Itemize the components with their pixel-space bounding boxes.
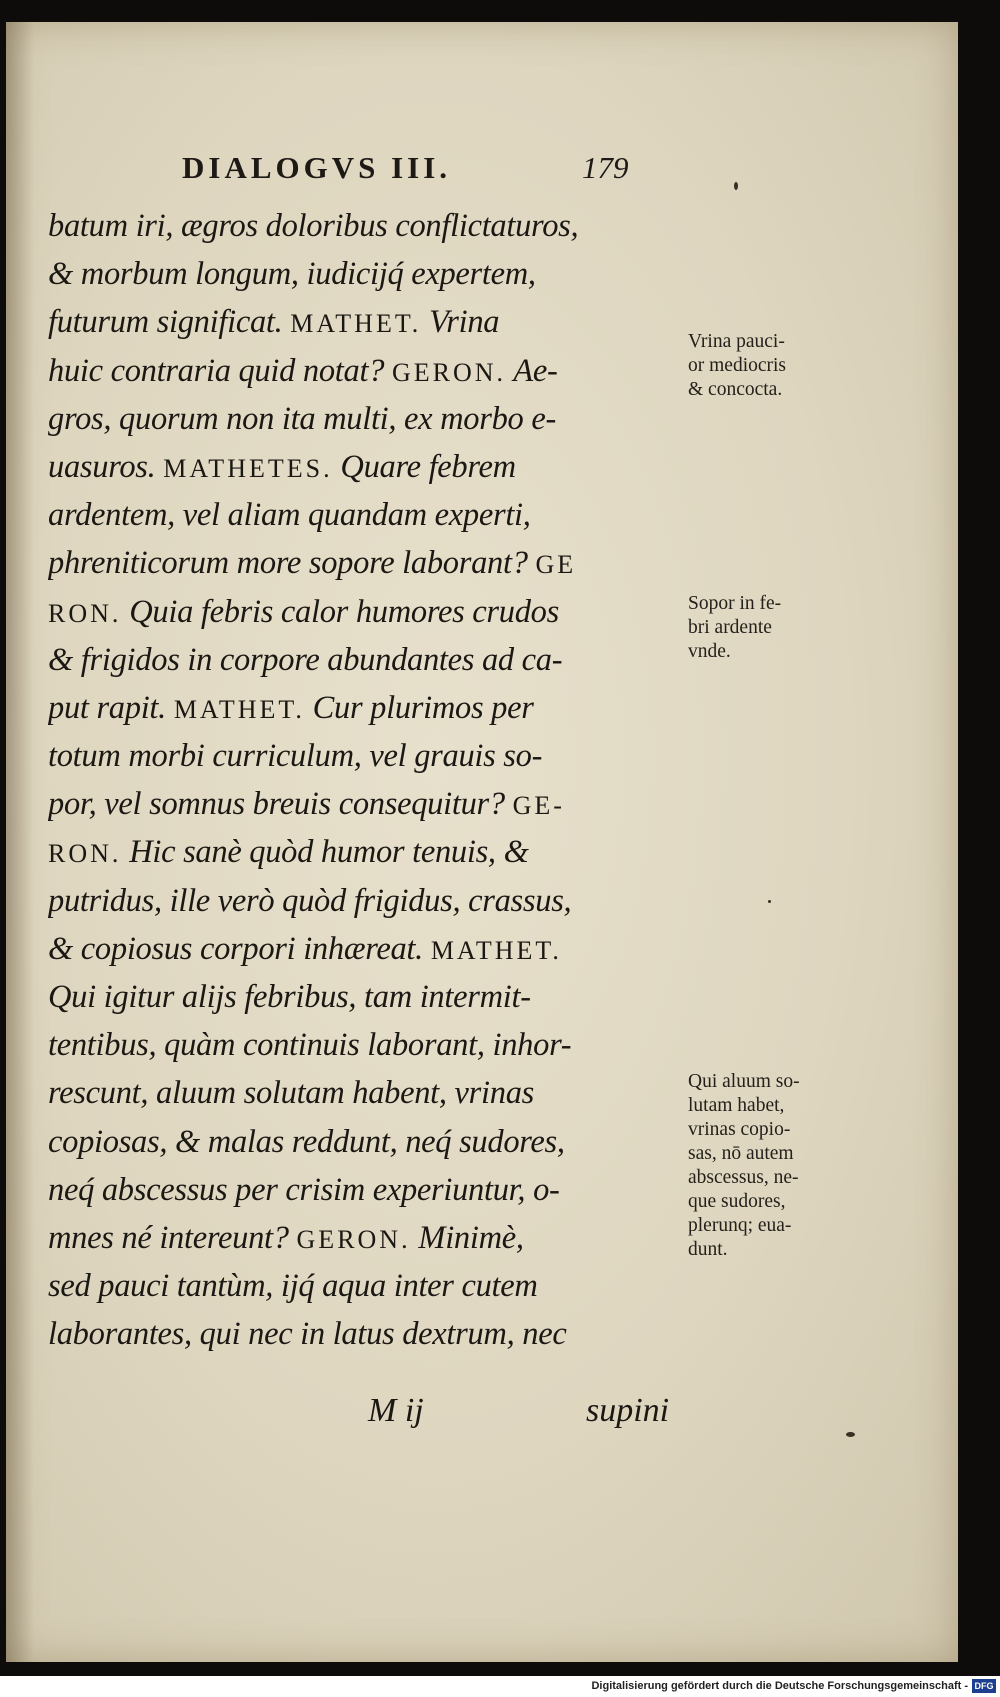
marginal-note-line: lutam habet, xyxy=(688,1095,785,1116)
text-line xyxy=(48,443,688,491)
text-segment: phreniticorum more sopore laborant? xyxy=(48,545,536,582)
text-segment: mnes né intereunt? xyxy=(48,1219,297,1256)
marginal-note-line: dunt. xyxy=(688,1239,728,1260)
speaker-name: RON. xyxy=(48,839,122,869)
digitization-footer xyxy=(0,1676,1000,1697)
marginal-note-aluum xyxy=(688,1070,848,1262)
speaker-name: RON. xyxy=(48,598,122,628)
speaker-name: GE- xyxy=(512,791,565,821)
text-segment: Ae- xyxy=(506,352,558,389)
text-segment: rescunt, aluum solutam habent, vrinas xyxy=(48,1075,535,1112)
text-line xyxy=(48,588,688,636)
text-line xyxy=(48,684,688,732)
speaker-name: MATHET. xyxy=(430,935,562,965)
text-line xyxy=(48,1166,688,1214)
text-segment: neq́ abscessus per crisim experiuntur, o- xyxy=(48,1171,560,1208)
text-segment: & morbum longum, iudicijq́ expertem, xyxy=(48,256,536,293)
signature-mark: M ij xyxy=(368,1392,424,1429)
digitization-credit: Digitalisierung gefördert durch die Deutsche Forschungsgemeinschaft - xyxy=(591,1680,968,1692)
text-line xyxy=(48,539,688,587)
speaker-name: MATHET. xyxy=(173,694,305,724)
text-segment: batum iri, ægros doloribus conflictaturos, xyxy=(48,208,579,244)
speaker-name: MATHETES. xyxy=(163,453,333,483)
paper-speck xyxy=(768,900,771,903)
text-line xyxy=(48,925,688,973)
text-line xyxy=(48,1021,688,1069)
text-segment: Cur plurimos per xyxy=(304,689,534,726)
marginal-note-line: Vrina pauci- xyxy=(688,331,785,352)
marginal-note-sopor xyxy=(688,592,848,664)
speaker-name: GERON. xyxy=(391,357,507,387)
page-header xyxy=(182,150,662,194)
dfg-logo-icon: DFG xyxy=(972,1679,996,1693)
marginal-note-line: abscessus, ne- xyxy=(688,1167,799,1188)
book-page xyxy=(6,22,958,1662)
text-segment: ardentem, vel aliam quandam experti, xyxy=(48,497,531,534)
marginal-note-line: & concocta. xyxy=(688,379,783,400)
speaker-name: GE xyxy=(535,550,577,580)
text-line xyxy=(48,732,688,780)
text-line xyxy=(48,491,688,539)
text-line xyxy=(48,298,688,346)
marginal-note-line: Qui aluum so- xyxy=(688,1071,800,1092)
text-segment: & frigidos in corpore abundantes ad ca- xyxy=(48,641,563,678)
text-segment: uasuros. xyxy=(48,448,164,485)
marginal-note-line: or mediocris xyxy=(688,355,787,376)
speaker-name: MATHET. xyxy=(290,309,422,339)
text-segment: Quare febrem xyxy=(332,448,516,485)
text-segment: Hic sanè quòd humor tenuis, & xyxy=(121,834,529,871)
text-line xyxy=(48,1118,688,1166)
text-segment: Minimè, xyxy=(410,1219,524,1256)
marginal-note-line: sas, nō autem xyxy=(688,1143,794,1164)
text-segment: huic contraria quid notat? xyxy=(48,352,392,389)
paper-speck xyxy=(846,1432,855,1437)
text-line xyxy=(48,347,688,395)
marginal-note-line: bri ardente xyxy=(688,617,772,638)
text-line xyxy=(48,877,688,925)
text-segment: & copiosus corpori inhæreat. xyxy=(48,930,431,967)
text-segment: Qui igitur alijs febribus, tam intermit- xyxy=(48,979,531,1015)
main-text-block xyxy=(48,202,688,1359)
text-segment: Quia febris calor humores crudos xyxy=(121,593,559,630)
marginal-note-line: vnde. xyxy=(688,641,731,662)
speaker-name: GERON. xyxy=(296,1224,411,1254)
text-segment: por, vel somnus breuis consequitur? xyxy=(48,786,513,823)
text-line xyxy=(48,973,688,1021)
text-line xyxy=(48,1069,688,1117)
marginal-note-line: que sudores, xyxy=(688,1191,786,1212)
text-segment: gros, quorum non ita multi, ex morbo e- xyxy=(48,400,556,437)
marginal-note-urine xyxy=(688,330,848,402)
marginal-note-line: plerunq; eua- xyxy=(688,1215,792,1236)
text-segment: copiosas, & malas reddunt, neq́ sudores, xyxy=(48,1123,565,1160)
text-line xyxy=(48,780,688,828)
catchword: supini xyxy=(586,1392,670,1429)
text-segment: put rapit. xyxy=(48,689,174,726)
text-line xyxy=(48,250,688,298)
text-segment: totum morbi curriculum, vel grauis so- xyxy=(48,738,543,775)
text-segment: futurum significat. xyxy=(48,304,291,341)
paper-speck xyxy=(734,182,738,190)
marginal-note-line: Sopor in fe- xyxy=(688,593,782,614)
text-segment: tentibus, quàm continuis laborant, inhor- xyxy=(48,1027,572,1064)
marginal-note-line: vrinas copio- xyxy=(688,1119,791,1140)
text-segment: Vrina xyxy=(421,304,500,341)
running-title: DIALOGVS III. xyxy=(182,150,452,185)
catchline xyxy=(336,1392,676,1442)
text-line xyxy=(48,828,688,876)
text-line xyxy=(48,636,688,684)
text-line xyxy=(48,1310,688,1358)
text-line xyxy=(48,202,688,250)
text-segment: laborantes, qui nec in latus dextrum, nec xyxy=(48,1316,567,1353)
text-line xyxy=(48,1262,688,1310)
page-number: 179 xyxy=(582,150,629,185)
text-line xyxy=(48,395,688,443)
text-segment: sed pauci tantùm, ijq́ aqua inter cutem xyxy=(48,1268,538,1305)
text-line xyxy=(48,1214,688,1262)
text-segment: putridus, ille verò quòd frigidus, crassus, xyxy=(48,882,572,919)
